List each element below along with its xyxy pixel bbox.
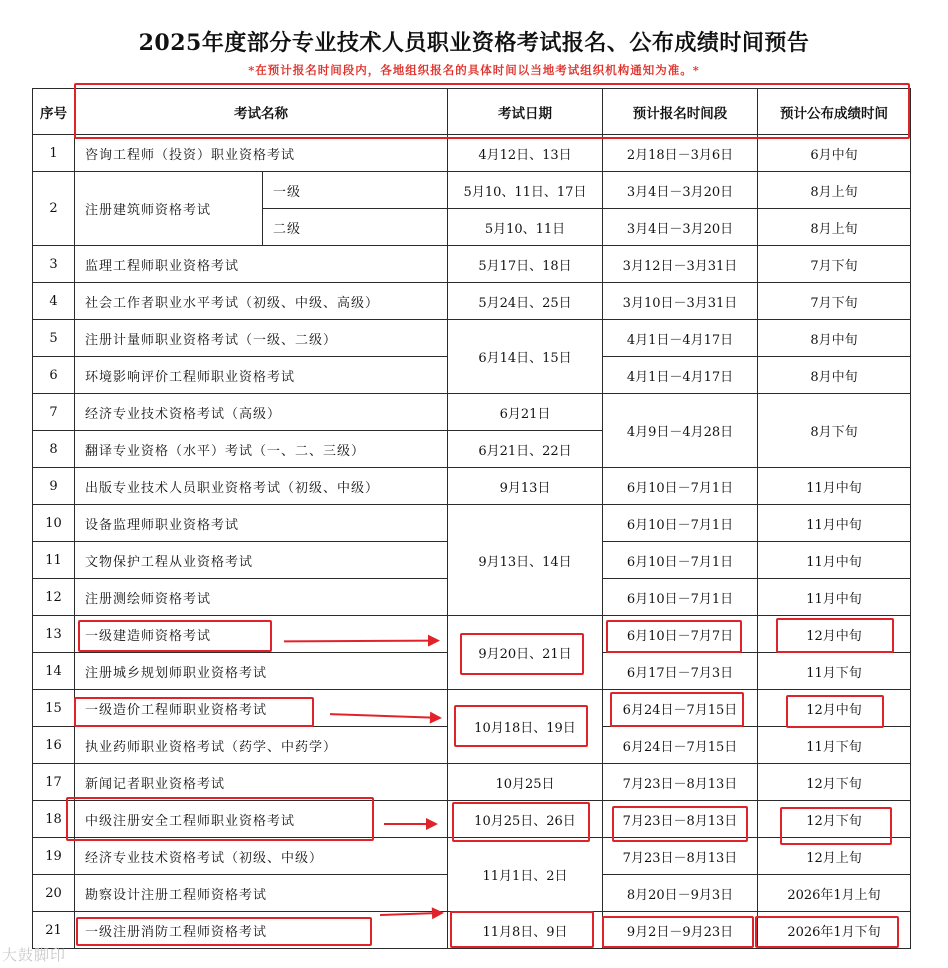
table-row: [33, 172, 911, 209]
table-row: [33, 320, 911, 357]
header-name: 考试名称: [75, 89, 448, 135]
result-time: 12月下旬: [758, 764, 911, 801]
signup-period: 6月10日－7月7日: [603, 616, 758, 653]
result-time: 12月下旬: [758, 801, 911, 838]
row-no: 13: [33, 616, 75, 653]
exam-name: 注册计量师职业资格考试（一级、二级）: [75, 320, 448, 357]
result-time: 2026年1月下旬: [758, 912, 911, 949]
exam-date: 10月25日: [448, 764, 603, 801]
result-time: 6月中旬: [758, 135, 911, 172]
highlight-name-18: [66, 797, 374, 841]
highlight-result-15: [786, 695, 884, 728]
exam-name: 环境影响评价工程师职业资格考试: [75, 357, 448, 394]
row-no: 16: [33, 727, 75, 764]
highlight-date-21: [450, 911, 594, 948]
row-no: 17: [33, 764, 75, 801]
signup-period: 7月23日－8月13日: [603, 764, 758, 801]
row-no: 19: [33, 838, 75, 875]
table-row: [33, 838, 911, 875]
signup-period: 6月24日－7月15日: [603, 727, 758, 764]
exam-name: 社会工作者职业水平考试（初级、中级、高级）: [75, 283, 448, 320]
header-no: 序号: [33, 89, 75, 135]
row-no: 21: [33, 912, 75, 949]
exam-date: 11月8日、9日: [448, 912, 603, 949]
row-no: 10: [33, 505, 75, 542]
highlight-name-21: [76, 917, 372, 946]
exam-name: 一级注册消防工程师资格考试: [75, 912, 448, 949]
row-no: 8: [33, 431, 75, 468]
exam-date: 5月10、11日、17日: [448, 172, 603, 209]
exam-date: 9月20日、21日: [448, 616, 603, 690]
signup-period: 3月4日－3月20日: [603, 209, 758, 246]
signup-period: 2月18日－3月6日: [603, 135, 758, 172]
exam-date: 5月17日、18日: [448, 246, 603, 283]
row-no: 3: [33, 246, 75, 283]
exam-date: 10月18日、19日: [448, 690, 603, 764]
signup-period: 9月2日－9月23日: [603, 912, 758, 949]
result-time: 7月下旬: [758, 246, 911, 283]
signup-period: 4月1日－4月17日: [603, 357, 758, 394]
row-no: 14: [33, 653, 75, 690]
result-time: 8月下旬: [758, 394, 911, 468]
signup-period: 6月10日－7月1日: [603, 579, 758, 616]
signup-period: 8月20日－9月3日: [603, 875, 758, 912]
subtitle-note: *在预计报名时间段内，各地组织报名的具体时间以当地考试组织机构通知为准。*: [248, 63, 700, 77]
highlight-signup-13: [606, 620, 742, 653]
highlight-signup-18: [612, 806, 748, 842]
signup-period: 4月1日－4月17日: [603, 320, 758, 357]
row-no: 9: [33, 468, 75, 505]
table-row: [33, 505, 911, 542]
signup-period: 7月23日－8月13日: [603, 801, 758, 838]
signup-period: 6月10日－7月1日: [603, 468, 758, 505]
row-no: 7: [33, 394, 75, 431]
highlight-date-13: [460, 633, 584, 675]
exam-date: 11月1日、2日: [448, 838, 603, 912]
exam-name: 翻译专业资格（水平）考试（一、二、三级）: [75, 431, 448, 468]
exam-date: 6月21日、22日: [448, 431, 603, 468]
signup-period: 3月10日－3月31日: [603, 283, 758, 320]
exam-name: 文物保护工程从业资格考试: [75, 542, 448, 579]
row-no: 6: [33, 357, 75, 394]
exam-level: 一级: [263, 172, 448, 209]
row-no: 2: [33, 172, 75, 246]
result-time: 11月中旬: [758, 505, 911, 542]
row-no: 1: [33, 135, 75, 172]
exam-date: 6月21日: [448, 394, 603, 431]
signup-period: 6月17日－7月3日: [603, 653, 758, 690]
signup-period: 4月9日－4月28日: [603, 394, 758, 468]
highlight-signup-21: [602, 916, 754, 948]
table-row: [33, 394, 911, 431]
table-row: [33, 764, 911, 801]
signup-period: 6月10日－7月1日: [603, 505, 758, 542]
exam-name: 咨询工程师（投资）职业资格考试: [75, 135, 448, 172]
result-time: 8月上旬: [758, 209, 911, 246]
highlight-result-18: [780, 807, 892, 845]
row-no: 20: [33, 875, 75, 912]
highlight-result-21: [755, 916, 899, 948]
row-no: 11: [33, 542, 75, 579]
result-time: 11月中旬: [758, 579, 911, 616]
signup-period: 7月23日－8月13日: [603, 838, 758, 875]
page-title: 2025年度部分专业技术人员职业资格考试报名、公布成绩时间预告: [138, 30, 810, 56]
highlight-date-18: [452, 802, 590, 842]
row-no: 18: [33, 801, 75, 838]
header-result: 预计公布成绩时间: [758, 89, 911, 135]
exam-name: 新闻记者职业资格考试: [75, 764, 448, 801]
signup-period: 6月24日－7月15日: [603, 690, 758, 727]
table-row: [33, 246, 911, 283]
row-no: 4: [33, 283, 75, 320]
exam-name: 执业药师职业资格考试（药学、中药学）: [75, 727, 448, 764]
watermark: 大鼓脚印: [2, 946, 67, 964]
result-time: 12月上旬: [758, 838, 911, 875]
result-time: 11月中旬: [758, 542, 911, 579]
table-row: [33, 468, 911, 505]
exam-date: 6月14日、15日: [448, 320, 603, 394]
result-time: 8月中旬: [758, 357, 911, 394]
exam-date: 10月25日、26日: [448, 801, 603, 838]
header-signup: 预计报名时间段: [603, 89, 758, 135]
exam-name: 经济专业技术资格考试（初级、中级）: [75, 838, 448, 875]
row-no: 12: [33, 579, 75, 616]
highlight-name-13: [78, 620, 272, 652]
table-row: [33, 135, 911, 172]
exam-name: 注册测绘师资格考试: [75, 579, 448, 616]
highlight-signup-15: [610, 692, 744, 727]
highlight-result-13: [776, 618, 894, 653]
result-time: 12月中旬: [758, 690, 911, 727]
result-time: 8月中旬: [758, 320, 911, 357]
exam-name: 注册城乡规划师职业资格考试: [75, 653, 448, 690]
highlight-date-15: [454, 705, 588, 747]
exam-name: 勘察设计注册工程师资格考试: [75, 875, 448, 912]
exam-name: 注册建筑师资格考试: [75, 172, 263, 246]
exam-name: 中级注册安全工程师职业资格考试: [75, 801, 448, 838]
exam-date: 9月13日、14日: [448, 505, 603, 616]
result-time: 11月下旬: [758, 653, 911, 690]
arrow-18: [384, 823, 436, 825]
result-time: 8月上旬: [758, 172, 911, 209]
exam-name: 一级造价工程师职业资格考试: [75, 690, 448, 727]
exam-name: 一级建造师资格考试: [75, 616, 448, 653]
exam-name: 设备监理师职业资格考试: [75, 505, 448, 542]
exam-date: 5月10、11日: [448, 209, 603, 246]
exam-name: 经济专业技术资格考试（高级）: [75, 394, 448, 431]
table-row: [33, 283, 911, 320]
row-no: 15: [33, 690, 75, 727]
exam-date: 4月12日、13日: [448, 135, 603, 172]
result-time: 11月下旬: [758, 727, 911, 764]
signup-period: 3月12日－3月31日: [603, 246, 758, 283]
signup-period: 6月10日－7月1日: [603, 542, 758, 579]
result-time: 11月中旬: [758, 468, 911, 505]
highlight-name-15: [74, 697, 314, 727]
exam-name: 监理工程师职业资格考试: [75, 246, 448, 283]
signup-period: 3月4日－3月20日: [603, 172, 758, 209]
result-time: 12月中旬: [758, 616, 911, 653]
result-time: 7月下旬: [758, 283, 911, 320]
header-highlight-box: [74, 83, 910, 139]
result-time: 2026年1月上旬: [758, 875, 911, 912]
exam-date: 5月24日、25日: [448, 283, 603, 320]
exam-name: 出版专业技术人员职业资格考试（初级、中级）: [75, 468, 448, 505]
exam-level: 二级: [263, 209, 448, 246]
exam-date: 9月13日: [448, 468, 603, 505]
header-date: 考试日期: [448, 89, 603, 135]
row-no: 5: [33, 320, 75, 357]
